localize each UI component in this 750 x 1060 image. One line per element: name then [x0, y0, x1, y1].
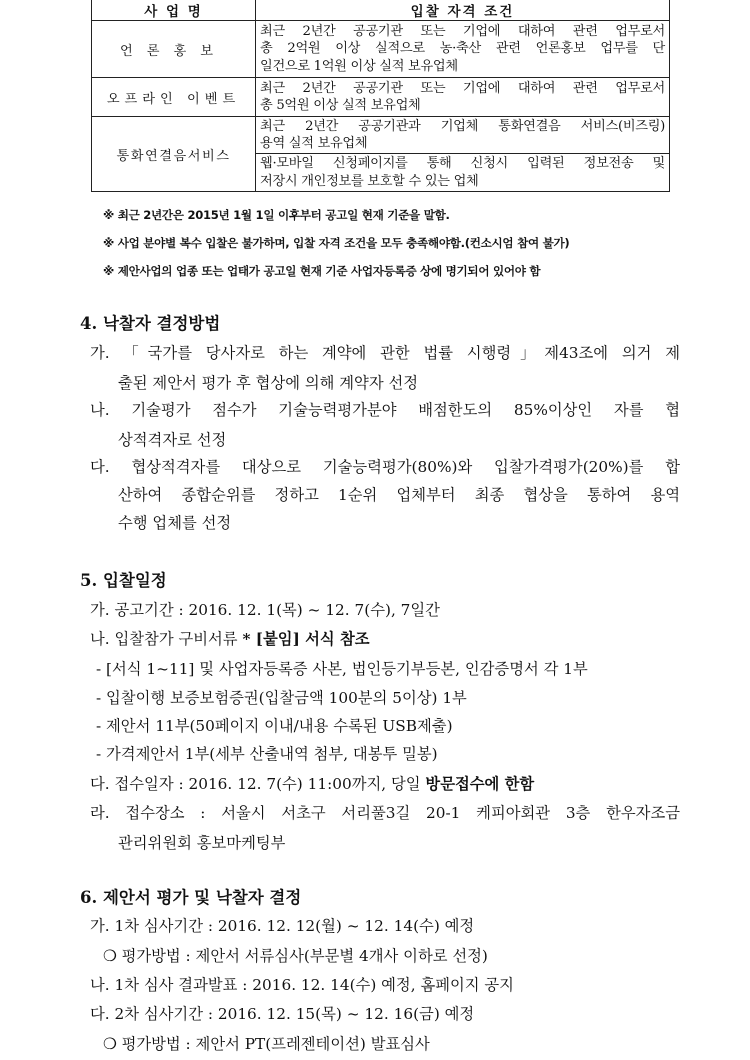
document-item-2: - 입찰이행 보증보험증권(입찰금액 100분의 5이상) 1부: [96, 689, 467, 707]
header-business: 사 업 명: [92, 0, 256, 21]
section4-ga-line1: 가. 「국가를 당사자로 하는 계약에 관한 법률 시행령」제43조에 의거 제: [90, 344, 680, 362]
table-row: [92, 78, 670, 117]
section4-na-line2: 상적격자로 선정: [118, 431, 227, 449]
section5-ga: 가. 공고기간 : 2016. 12. 1(목) ~ 12. 7(수), 7일간: [90, 601, 440, 619]
document-item-3: - 제안서 11부(50페이지 이내/내용 수록된 USB제출): [96, 717, 453, 735]
section4-na-line1: 나. 기술평가 점수가 기술능력평가분야 배점한도의 85%이상인 자를 협: [90, 401, 680, 419]
section6-da: 다. 2차 심사기간 : 2016. 12. 15(목) ~ 12. 16(금) 예정: [90, 1005, 475, 1023]
header-condition: 입찰 자격 조건: [256, 0, 670, 21]
document-item-4: - 가격제안서 1부(세부 산출내역 첨부, 대봉투 밀봉): [96, 745, 438, 763]
section4-ga-line2: 출된 제안서 평가 후 협상에 의해 계약자 선정: [118, 374, 419, 392]
note-period: ※ 최근 2년간은 2015년 1월 1일 이후부터 공고일 현재 기준을 말함.: [103, 208, 450, 222]
section6-na: 나. 1차 심사 결과발표 : 2016. 12. 14(수) 예정, 홈페이지 공지: [90, 976, 514, 994]
visit-only-note: 방문접수에 한함: [425, 775, 535, 793]
section5-ra-line2: 관리위원회 홍보마케팅부: [118, 834, 286, 852]
section6-ga-method: ❍ 평가방법 : 제안서 서류심사(부문별 4개사 이하로 선정): [103, 947, 488, 965]
table-row: [92, 21, 670, 78]
section5-na: 나. 입찰참가 구비서류 * [붙임] 서식 참조: [90, 630, 370, 648]
business-name-event: 오프라인 이벤트: [92, 78, 256, 117]
condition-pr: 최근 2년간 공공기관 또는 기업에 대하여 관련 업무로서 총 2억원 이상 실적으로 농·축산 관련 언론홍보 업무를 단 일건으로 1억원 이상 실적 보유업체: [256, 21, 670, 78]
section5-da: 다. 접수일자 : 2016. 12. 7(수) 11:00까지, 당일 방문접수에 한함: [90, 775, 535, 793]
document-item-1: - [서식 1~11] 및 사업자등록증 사본, 법인등기부등본, 인감증명서 각 1부: [96, 660, 588, 678]
table-header-row: [92, 0, 670, 21]
table-row: [92, 117, 670, 154]
section6-da-method: ❍ 평가방법 : 제안서 PT(프레젠테이션) 발표심사: [103, 1035, 430, 1053]
section4-title: 4. 낙찰자 결정방법: [80, 314, 221, 333]
qualification-table: [91, 0, 670, 192]
section6-title: 6. 제안서 평가 및 낙찰자 결정: [80, 888, 302, 907]
section4-da-line3: 수행 업체를 선정: [118, 514, 232, 532]
business-name-pr: 언론홍보: [92, 21, 256, 78]
condition-call-b: 웹·모바일 신청페이지를 통해 신청시 입력된 정보전송 및 저장시 개인정보를 보호할 수 있는 업체: [256, 154, 670, 192]
business-name-call: 통화연결음서비스: [92, 117, 256, 192]
condition-event: 최근 2년간 공공기관 또는 기업에 대하여 관련 업무로서 총 5억원 이상 실적 보유업체: [256, 78, 670, 117]
section5-title: 5. 입찰일정: [80, 571, 167, 590]
section5-ra-line1: 라. 접수장소 : 서울시 서초구 서리풀3길 20-1 케피아회관 3층 한우자조금: [90, 804, 680, 822]
section4-da-line2: 산하여 종합순위를 정하고 1순위 업체부터 최종 협상을 통하여 용역: [118, 486, 680, 504]
note-multiple-bid: ※ 사업 분야별 복수 입찰은 불가하며, 입찰 자격 조건을 모두 충족해야함.(컨소시엄 참여 불가): [103, 236, 570, 250]
section6-ga: 가. 1차 심사기간 : 2016. 12. 12(월) ~ 12. 14(수) 예정: [90, 917, 475, 935]
section4-da-line1: 다. 협상적격자를 대상으로 기술능력평가(80%)와 입찰가격평가(20%)를 합: [90, 458, 680, 476]
note-business-type: ※ 제안사업의 업종 또는 업태가 공고일 현재 기준 사업자등록증 상에 명기되어 있어야 함: [103, 264, 541, 278]
attachment-reference: * [붙임] 서식 참조: [242, 630, 370, 648]
condition-call-a: 최근 2년간 공공기관과 기업체 통화연결음 서비스(비즈링) 용역 실적 보유업체: [256, 117, 670, 154]
